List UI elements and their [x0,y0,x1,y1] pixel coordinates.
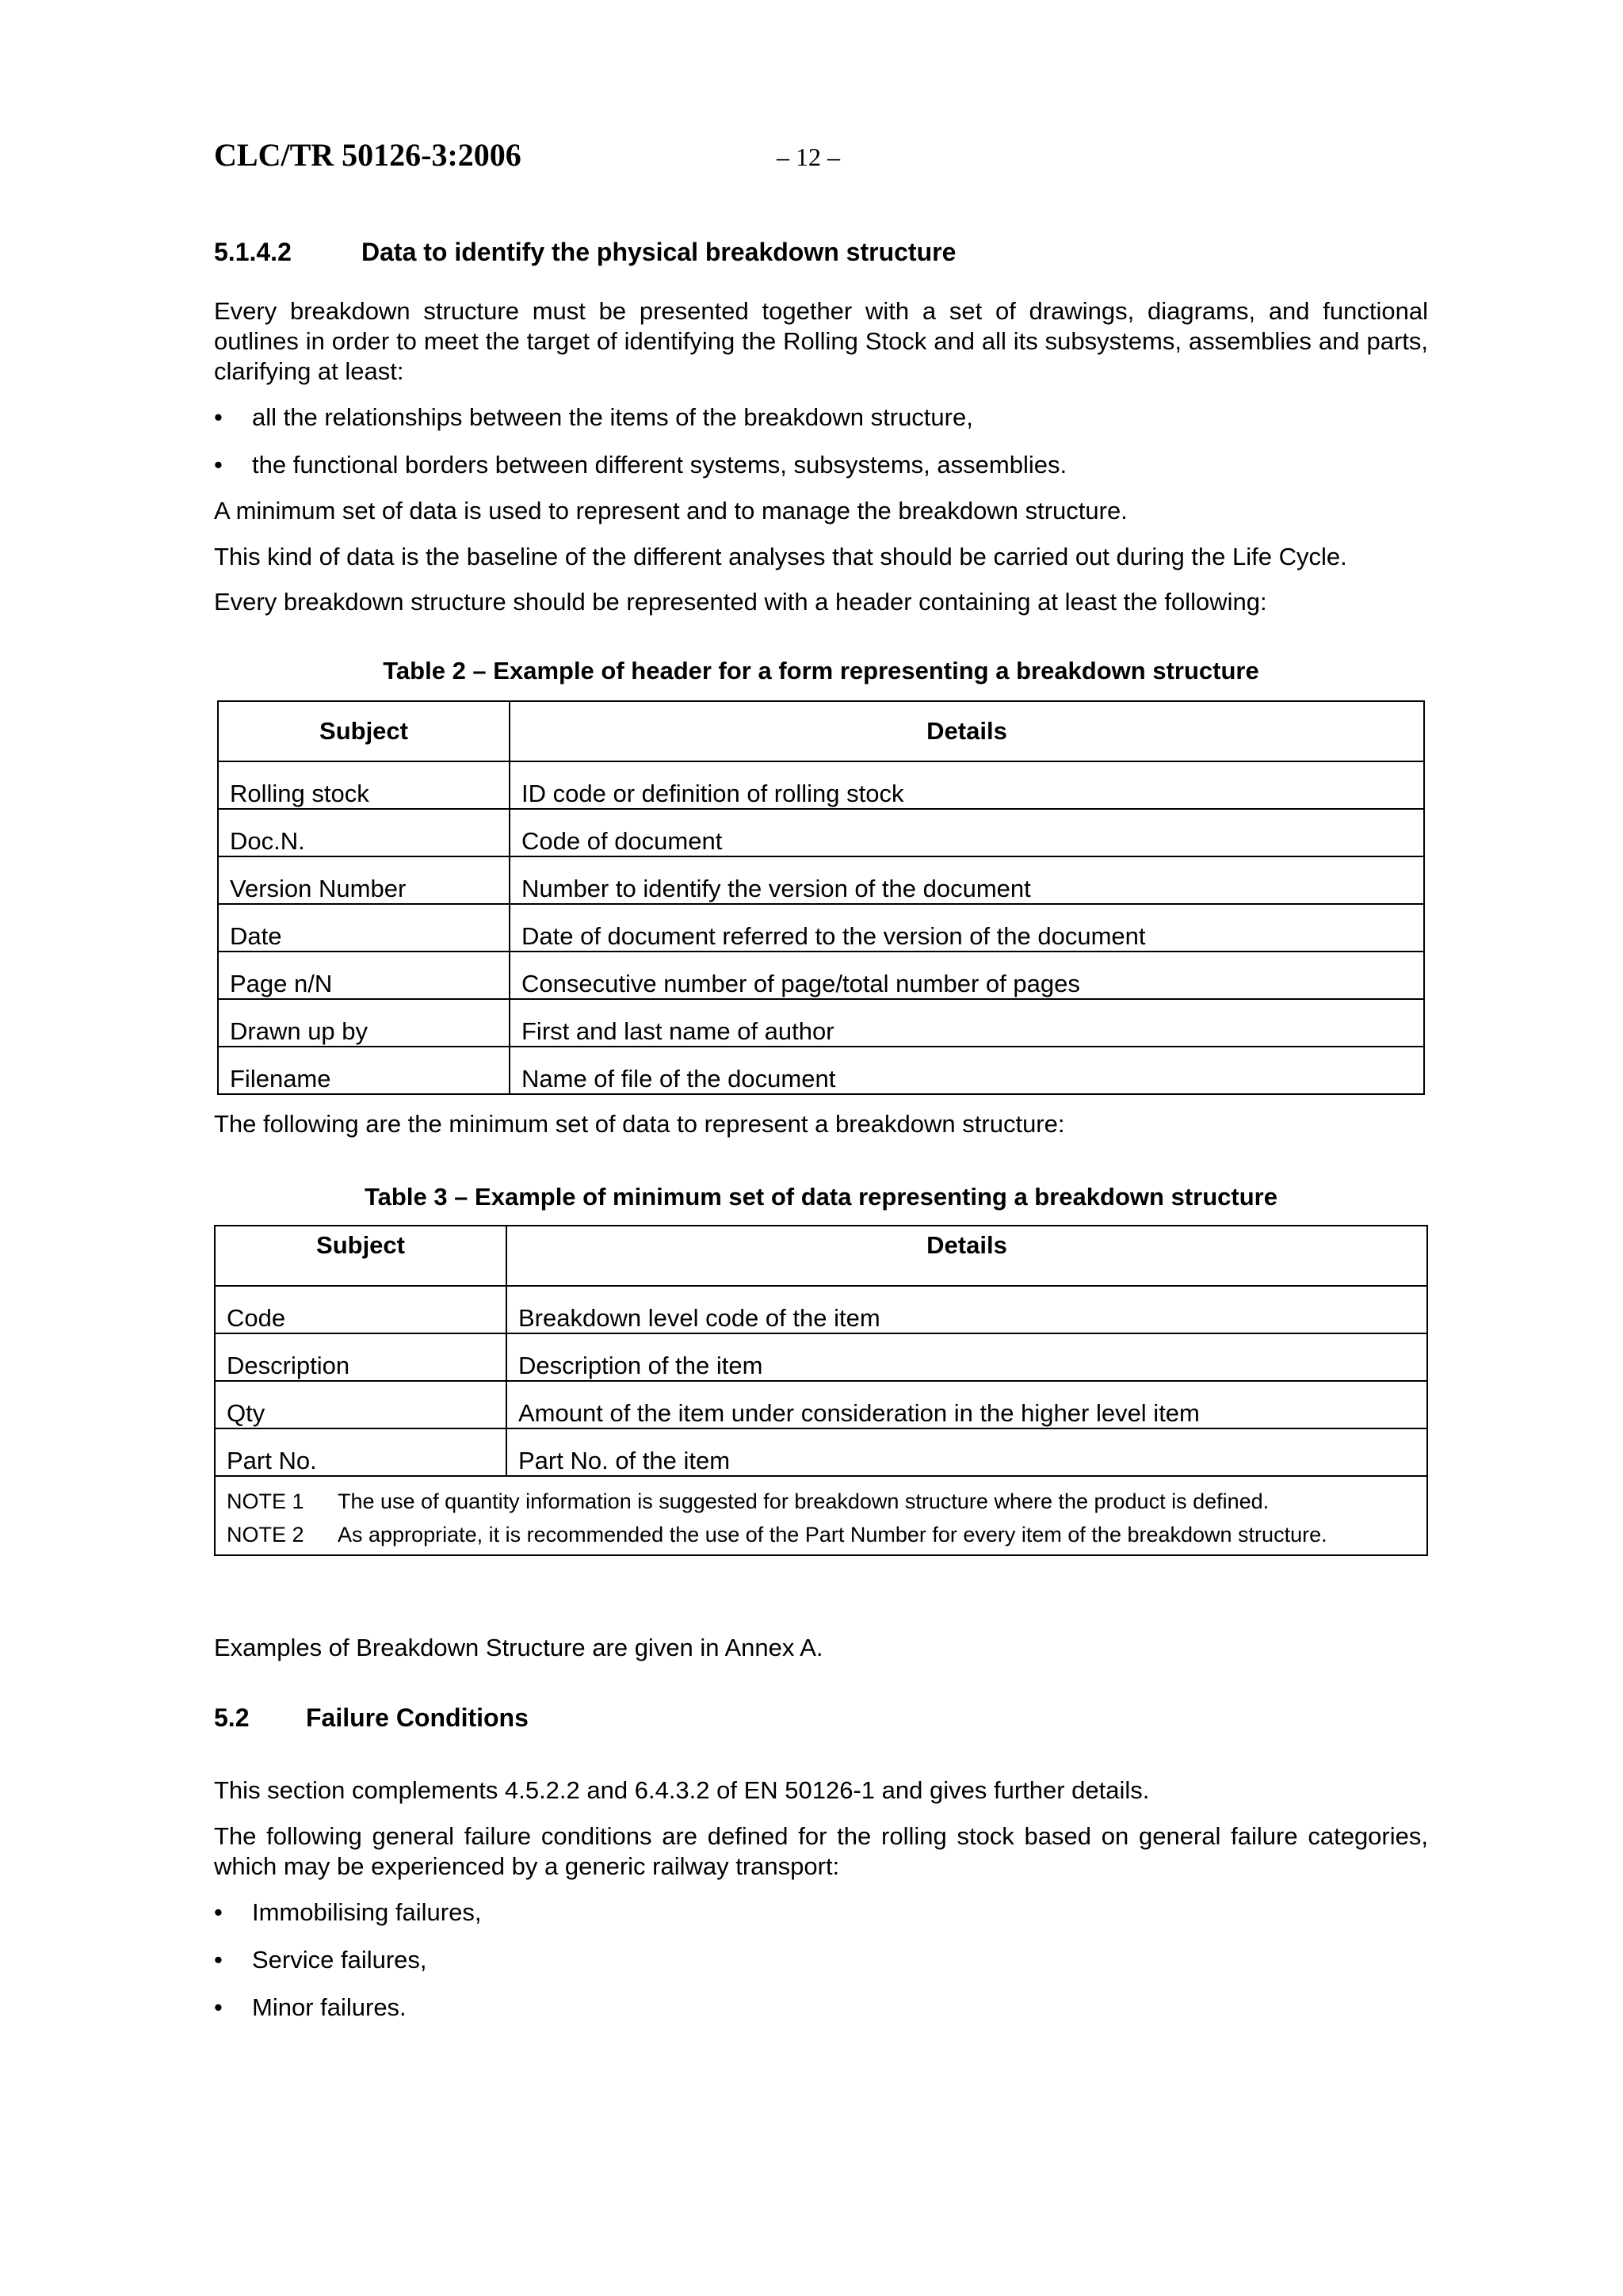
cell-details: Number to identify the version of the document [510,856,1424,904]
table-row [218,809,1424,856]
cell-details: Breakdown level code of the item [506,1286,1427,1333]
section-heading-5142 [214,238,957,267]
bullet-icon: • [214,1946,223,1974]
cell-subject: Version Number [218,856,510,904]
table-row [218,761,1424,809]
bullet-item: • Service failures, [214,1946,427,1974]
table-row [218,999,1424,1047]
cell-details: Description of the item [506,1333,1427,1381]
cell-subject: Part No. [215,1428,506,1476]
column-header-subject: Subject [215,1226,506,1286]
table-row [215,1428,1427,1476]
cell-details: Name of file of the document [510,1047,1424,1094]
section-number: 5.1.4.2 [214,238,292,266]
table-notes [215,1476,1427,1555]
paragraph: Every breakdown structure should be represented with a header containing at least the following: [214,588,1267,616]
cell-details: First and last name of author [510,999,1424,1047]
section-number: 5.2 [214,1703,250,1732]
cell-details: ID code or definition of rolling stock [510,761,1424,809]
page-number: – 12 – [777,143,840,171]
cell-subject: Qty [215,1381,506,1428]
table-row [218,856,1424,904]
table-row [218,1047,1424,1094]
column-header-subject: Subject [218,701,510,761]
paragraph: A minimum set of data is used to represent and to manage the breakdown structure. [214,497,1128,524]
bullet-item: • the functional borders between different systems, subsystems, assemblies. [214,451,1067,479]
table3-caption: Table 3 – Example of minimum set of data representing a breakdown structure [365,1183,1277,1211]
document-code: CLC/TR 50126-3:2006 [214,137,521,173]
column-header-details: Details [510,701,1424,761]
cell-subject: Code [215,1286,506,1333]
table-row [215,1381,1427,1428]
bullet-item: • all the relationships between the items of the breakdown structure, [214,403,973,431]
paragraph: Examples of Breakdown Structure are given in Annex A. [214,1634,823,1661]
cell-subject: Description [215,1333,506,1381]
cell-details: Part No. of the item [506,1428,1427,1476]
table-row [218,904,1424,952]
table-row [215,1286,1427,1333]
intro-paragraph: Every breakdown structure must be presented together with a set of drawings, diagrams, and functional outlines in order to meet the target of identifying the Rolling Stock and all its subsystems, assemblies and parts, clarifying at least: [214,297,1428,385]
column-header-details: Details [506,1226,1427,1286]
table-notes-row [215,1476,1427,1555]
table-header-row [215,1226,1427,1286]
paragraph: This kind of data is the baseline of the different analyses that should be carried out during the Life Cycle. [214,543,1347,570]
paragraph: The following are the minimum set of data to represent a breakdown structure: [214,1110,1065,1138]
section-title: Data to identify the physical breakdown structure [361,238,957,266]
table2-caption: Table 2 – Example of header for a form representing a breakdown structure [383,657,1259,685]
section-heading-52 [214,1703,529,1733]
cell-subject: Doc.N. [218,809,510,856]
cell-subject: Rolling stock [218,761,510,809]
bullet-icon: • [214,1993,223,2021]
table3 [214,1225,1428,1556]
note-1: NOTE 1 The use of quantity information is suggested for breakdown structure where the product is defined. [227,1489,1270,1513]
bullet-item: • Immobilising failures, [214,1898,482,1926]
cell-details: Consecutive number of page/total number of pages [510,952,1424,999]
cell-details: Date of document referred to the version of the document [510,904,1424,952]
section-title: Failure Conditions [306,1703,529,1732]
paragraph: This section complements 4.5.2.2 and 6.4.3.2 of EN 50126-1 and gives further details. [214,1776,1150,1804]
table2 [217,700,1425,1095]
paragraph: The following general failure conditions are defined for the rolling stock based on general failure categories, which may be experienced by a generic railway transport: [214,1822,1428,1880]
cell-subject: Filename [218,1047,510,1094]
bullet-item: • Minor failures. [214,1993,407,2021]
cell-details: Amount of the item under consideration in the higher level item [506,1381,1427,1428]
cell-subject: Drawn up by [218,999,510,1047]
cell-subject: Date [218,904,510,952]
note-2: NOTE 2 As appropriate, it is recommended the use of the Part Number for every item of the breakdown structure. [227,1523,1327,1547]
table-row [218,952,1424,999]
table-row [215,1333,1427,1381]
bullet-icon: • [214,403,223,431]
bullet-icon: • [214,1898,223,1926]
cell-details: Code of document [510,809,1424,856]
bullet-icon: • [214,451,223,479]
cell-subject: Page n/N [218,952,510,999]
table-header-row [218,701,1424,761]
